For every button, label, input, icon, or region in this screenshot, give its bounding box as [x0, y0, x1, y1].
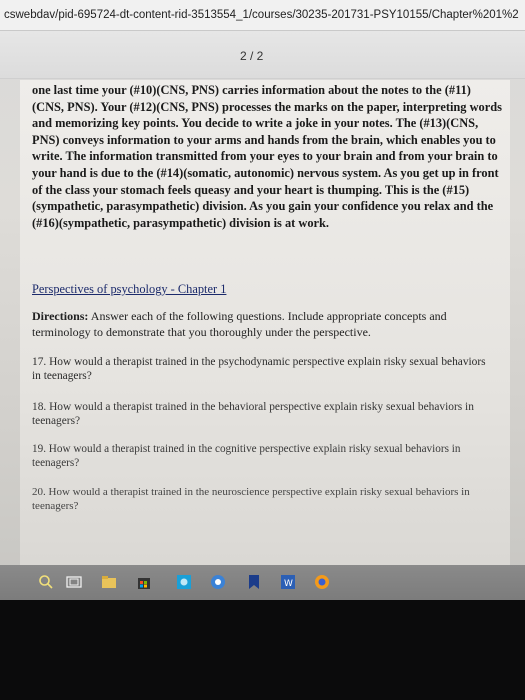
search-icon[interactable]	[38, 574, 54, 590]
url-text[interactable]: cswebdav/pid-695724-dt-content-rid-3513554_1/courses/30235-201731-PSY10155/Chapter%201%2	[4, 9, 519, 21]
directions-label: Directions:	[32, 309, 89, 323]
taskbar	[0, 565, 525, 600]
section-title-link[interactable]: Perspectives of psychology - Chapter 1	[32, 282, 227, 296]
address-bar[interactable]	[0, 0, 525, 31]
pdf-viewer-toolbar	[0, 31, 525, 79]
question-20: 20. How would a therapist trained in the neuroscience perspective explain risky sexual behaviors in teenagers?	[32, 486, 470, 513]
worksheet-paragraph: one last time your (#10)(CNS, PNS) carries information about the notes to the (#11)(CNS, PNS). Your (#12)(CNS, PNS) processes the marks on the paper, interpreting words and memorizing key points. You decide to write a joke in your notes. The (#13)(CNS, PNS) conveys information to your arms and hands from the brain, which enables you to write. The information transmitted from your eyes to your brain and from your brain to your hand is due to the (#14)(somatic, autonomic) nervous system. As you get up in front of the class your stomach feels queasy and your heart is thumping. This is the (#15)(sympathetic, parasympathetic) division. As you gain your confidence you relax and the (#16)(sympathetic, parasympathetic) division is at work.	[32, 83, 502, 230]
svg-text:W: W	[284, 579, 293, 589]
directions-text: Answer each of the following questions. Include appropriate concepts and terminology to demonstrate that you thoroughly under the perspective.	[32, 309, 447, 339]
question-18: 18. How would a therapist trained in the behavioral perspective explain risky sexual behaviors in teenagers?	[32, 401, 474, 428]
bookmark-icon[interactable]	[246, 574, 262, 590]
store-icon[interactable]	[136, 574, 152, 590]
word-icon[interactable]	[280, 574, 296, 590]
chrome-icon[interactable]	[210, 574, 226, 590]
question-19: 19. How would a therapist trained in the cognitive perspective explain risky sexual behaviors in teenagers?	[32, 443, 461, 470]
task-view-icon[interactable]	[66, 574, 82, 590]
photos-icon[interactable]	[176, 574, 192, 590]
firefox-icon[interactable]	[314, 574, 330, 590]
file-explorer-icon[interactable]	[101, 574, 117, 590]
question-17: 17. How would a therapist trained in the psychodynamic perspective explain risky sexual behaviors in teenagers?	[32, 356, 486, 383]
document-page	[20, 80, 510, 565]
directions	[32, 308, 502, 340]
page-indicator: 2 / 2	[240, 49, 264, 63]
